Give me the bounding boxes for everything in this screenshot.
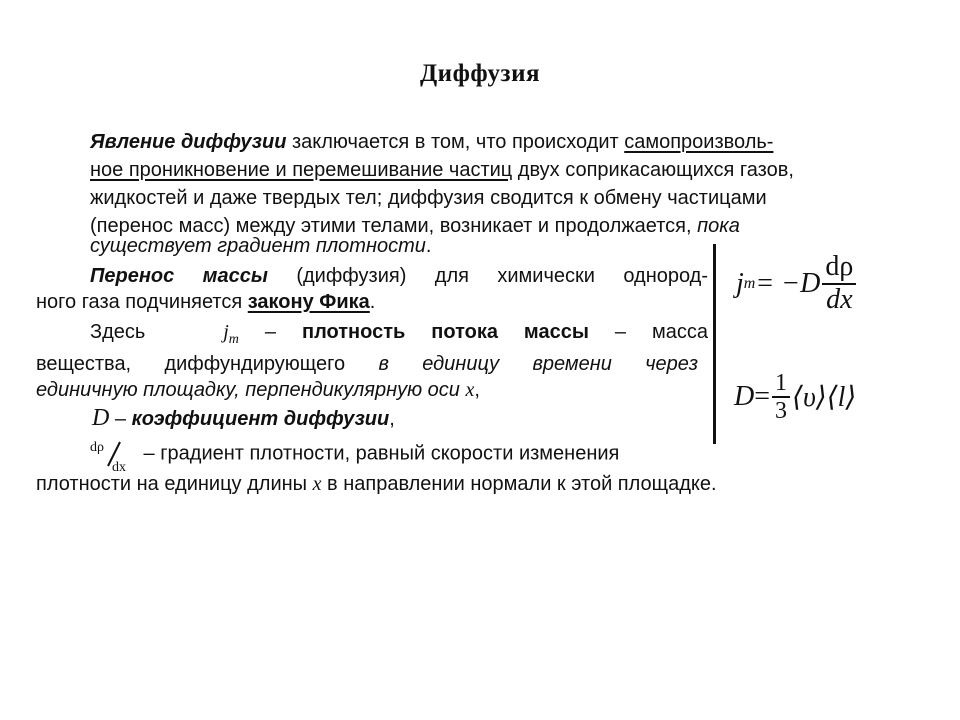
gradient-num: dρ xyxy=(90,440,104,455)
symbol-x-2: x xyxy=(312,473,322,495)
formula2-rest: ⟨υ⟩⟨l⟩ xyxy=(792,382,857,414)
para3-lead: Здесь xyxy=(90,321,146,343)
para1-line3: жидкостей и даже твердых тел; диффузия сводится к обмену частицами xyxy=(90,187,767,209)
gradient-den: dx xyxy=(112,460,126,475)
para1-line4-text: (перенос масс) между этими телами, возникает и продолжается, xyxy=(90,215,698,237)
para5-line1-text: – градиент плотности, равный скорости изменения xyxy=(138,442,620,465)
para5-line2-a: плотности на единицу длины xyxy=(36,473,313,495)
para3-line2-text: вещества, диффундирующего xyxy=(36,353,379,375)
para1-line1-underlined: самопроизволь- xyxy=(624,131,774,153)
diffusion-coefficient-formula xyxy=(734,370,856,425)
term-mass-transfer: Перенос массы xyxy=(90,265,268,287)
para2-line2-end: . xyxy=(369,291,376,313)
para5-line2 xyxy=(36,470,717,498)
para2-line2 xyxy=(36,288,654,316)
para3-line3 xyxy=(36,376,654,404)
term-mass-flux-density: плотность потока массы xyxy=(302,321,589,343)
para3-tail: – масса xyxy=(588,321,708,343)
formula1-fraction xyxy=(822,252,856,316)
formula1-num: dρ xyxy=(825,251,854,282)
para3-line1 xyxy=(90,318,708,354)
formula2-lhs: D xyxy=(734,381,755,413)
formula2-eq: = xyxy=(754,381,771,413)
para3-line3-end: , xyxy=(474,379,480,401)
formula2-den: 3 xyxy=(775,398,788,425)
para3-line2 xyxy=(36,350,698,378)
formula1-sub: m xyxy=(743,274,756,292)
para5-line1 xyxy=(90,436,708,475)
term-diffusion: Явление диффузии xyxy=(90,131,287,153)
symbol-x: x xyxy=(465,379,475,401)
para1-line1-text: заключается в том, что происходит xyxy=(286,131,625,153)
para3-line3-italic: единичную площадку, перпендикулярную оси xyxy=(36,379,466,401)
para2-line1-text: (диффузия) для химически однород- xyxy=(267,265,708,287)
para4-dash: – xyxy=(109,408,132,430)
para2-line2-text: ного газа подчиняется xyxy=(36,291,248,313)
para3-line2-italic: в единицу времени через xyxy=(378,353,698,375)
para1-line1 xyxy=(90,128,774,156)
term-diffusion-coefficient: коэффициент диффузии xyxy=(131,408,390,430)
para1-line2 xyxy=(90,156,794,184)
para1-line5 xyxy=(90,232,708,260)
symbol-j-sub: m xyxy=(228,332,239,347)
formula2-num: 1 xyxy=(775,370,788,396)
para1-line5-end: . xyxy=(425,235,432,257)
para2-line1 xyxy=(90,262,708,290)
ficks-law-formula xyxy=(736,252,858,316)
para1-line2-text: двух соприкасающихся газов, xyxy=(512,159,794,181)
formula1-eq: = −D xyxy=(755,267,821,299)
gradient-fraction xyxy=(90,436,138,475)
para4-line xyxy=(92,404,710,433)
formula1-den: dx xyxy=(826,283,853,315)
formula1-lhs: j xyxy=(736,267,744,299)
para1-line2-underlined: ное проникновение и перемешивание частиц xyxy=(90,159,513,181)
para1-line5-italic: существует градиент плотности xyxy=(90,235,426,257)
para3-dash: – xyxy=(238,321,303,343)
para5-line2-b: в направлении нормали к этой площадке. xyxy=(321,473,717,495)
formula-divider xyxy=(713,244,716,444)
formula2-fraction xyxy=(772,370,790,425)
para1-line4-italic: пока xyxy=(697,215,740,237)
symbol-j: j xyxy=(223,321,229,343)
para4-end: , xyxy=(389,408,395,430)
page-title: Диффузия xyxy=(419,60,541,87)
ficks-law: закону Фика xyxy=(247,291,370,313)
symbol-D: D xyxy=(92,405,110,431)
